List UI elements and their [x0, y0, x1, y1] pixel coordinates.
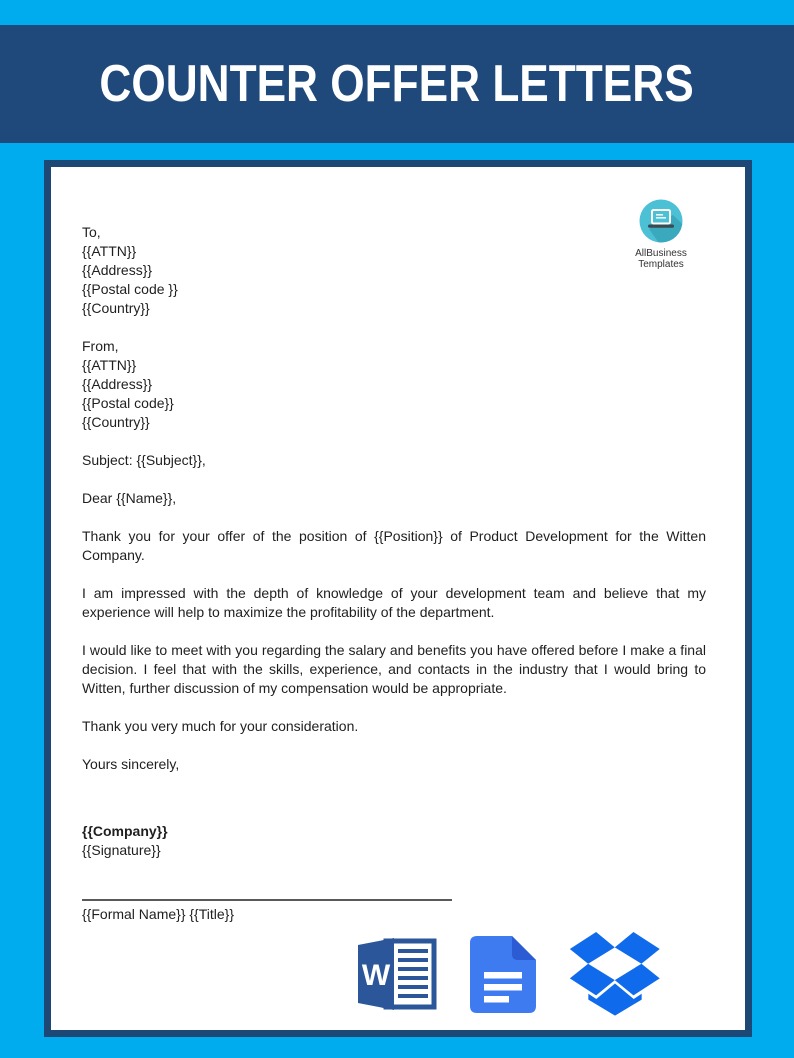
- signature-placeholder: {{Signature}}: [82, 842, 161, 858]
- from-label: From,: [82, 338, 119, 354]
- from-postal-code: {{Postal code}}: [82, 395, 174, 411]
- recipient-block: [82, 223, 706, 318]
- body-paragraph-1: Thank you for your offer of the position of {{Position}} of Product Development for the Witten Company.: [82, 528, 706, 563]
- from-attn: {{ATTN}}: [82, 357, 137, 373]
- salutation: Dear {{Name}},: [82, 490, 177, 506]
- to-country: {{Country}}: [82, 300, 150, 316]
- logo-label: [623, 248, 699, 270]
- page-title: COUNTER OFFER LETTERS: [99, 55, 695, 113]
- to-postal-code: {{Postal code }}: [82, 281, 178, 297]
- body-paragraph-3: I would like to meet with you regarding the salary and benefits you have offered before I make a final decision. I feel that with the skills, experience, and contacts in the industry that I would bring to Witten, further discussion of my compensation would be appropriate.: [82, 642, 706, 696]
- signature-rule: [82, 899, 452, 901]
- logo-label-line1: AllBusiness: [635, 248, 687, 259]
- from-country: {{Country}}: [82, 414, 150, 430]
- subject-line: Subject: {{Subject}},: [82, 452, 206, 468]
- logo-label-line2: Templates: [638, 259, 684, 270]
- header-banner: [0, 25, 794, 143]
- to-address: {{Address}}: [82, 262, 153, 278]
- microsoft-word-icon[interactable]: [358, 937, 438, 1011]
- company-placeholder: {{Company}}: [82, 823, 168, 839]
- svg-text:W: W: [361, 959, 391, 992]
- letter-page: [44, 160, 752, 1037]
- google-docs-icon[interactable]: [470, 936, 536, 1013]
- body-paragraph-2: I am impressed with the depth of knowledge of your development team and believe that my experience will help to maximize the profitability of the department.: [82, 585, 706, 620]
- allbusiness-templates-logo: [623, 198, 699, 270]
- file-format-icons-row: [82, 932, 706, 1016]
- from-address: {{Address}}: [82, 376, 153, 392]
- sender-block: [82, 337, 706, 432]
- dropbox-icon[interactable]: [568, 932, 662, 1016]
- closing-line: Yours sincerely,: [82, 756, 180, 772]
- to-attn: {{ATTN}}: [82, 243, 137, 259]
- body-paragraph-4: Thank you very much for your consideration.: [82, 718, 359, 734]
- top-blue-strip: [0, 0, 794, 25]
- to-label: To,: [82, 224, 101, 240]
- laptop-logo-icon: [637, 198, 685, 246]
- formal-name-title: {{Formal Name}} {{Title}}: [82, 906, 235, 922]
